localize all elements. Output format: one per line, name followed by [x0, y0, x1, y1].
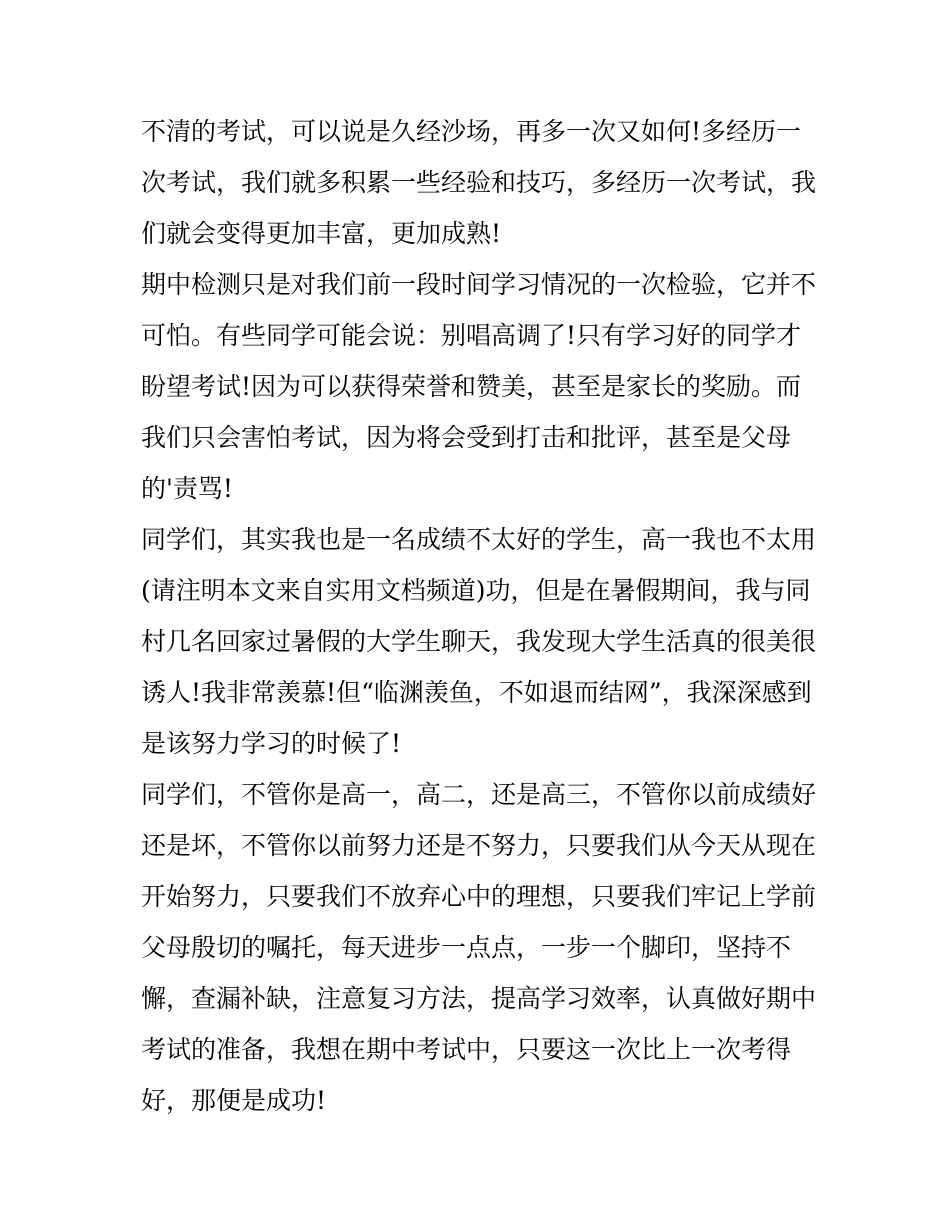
text-line: 的'责骂! — [141, 474, 233, 503]
text-line: 期中检测只是对我们前一段时间学习情况的一次检验，它并不 — [141, 270, 817, 299]
text-line: 们就会变得更加丰富，更加成熟! — [141, 219, 502, 248]
text-line: 可怕。有些同学可能会说：别唱高调了!只有学习好的同学才 — [141, 321, 802, 350]
text-line: 我们只会害怕考试，因为将会受到打击和批评，甚至是父母 — [141, 423, 792, 452]
text-line: 村几名回家过暑假的大学生聊天，我发现大学生活真的很美很 — [141, 627, 817, 656]
text-line: 不清的考试，可以说是久经沙场，再多一次又如何!多经历一 — [141, 117, 802, 146]
text-line: 同学们，其实我也是一名成绩不太好的学生，高一我也不太用 — [141, 525, 817, 554]
text-line: (请注明本文来自实用文档频道)功，但是在暑假期间，我与同 — [141, 576, 811, 605]
text-line: 还是坏，不管你以前努力还是不努力，只要我们从今天从现在 — [141, 831, 817, 860]
text-line: 好，那便是成功! — [141, 1086, 327, 1115]
text-line: 懈，查漏补缺，注意复习方法，提高学习效率，认真做好期中 — [141, 984, 817, 1013]
text-line: 同学们，不管你是高一，高二，还是高三，不管你以前成绩好 — [141, 780, 817, 809]
document-body — [141, 106, 821, 1126]
paragraph-4 — [141, 769, 821, 1126]
paragraph-3 — [141, 514, 821, 769]
text-line: 是该努力学习的时候了! — [141, 729, 402, 758]
paragraph-2 — [141, 259, 821, 514]
text-line: 父母殷切的嘱托，每天进步一点点，一步一个脚印，坚持不 — [141, 933, 792, 962]
text-line: 盼望考试!因为可以获得荣誉和赞美，甚至是家长的奖励。而 — [141, 372, 802, 401]
text-line: 开始努力，只要我们不放弃心中的理想，只要我们牢记上学前 — [141, 882, 817, 911]
text-line: 诱人!我非常羡慕!但“临渊羡鱼，不如退而结网”，我深深感到 — [141, 678, 812, 707]
text-line: 考试的准备，我想在期中考试中，只要这一次比上一次考得 — [141, 1035, 792, 1064]
paragraph-1 — [141, 106, 821, 259]
text-line: 次考试，我们就多积累一些经验和技巧，多经历一次考试，我 — [141, 168, 817, 197]
